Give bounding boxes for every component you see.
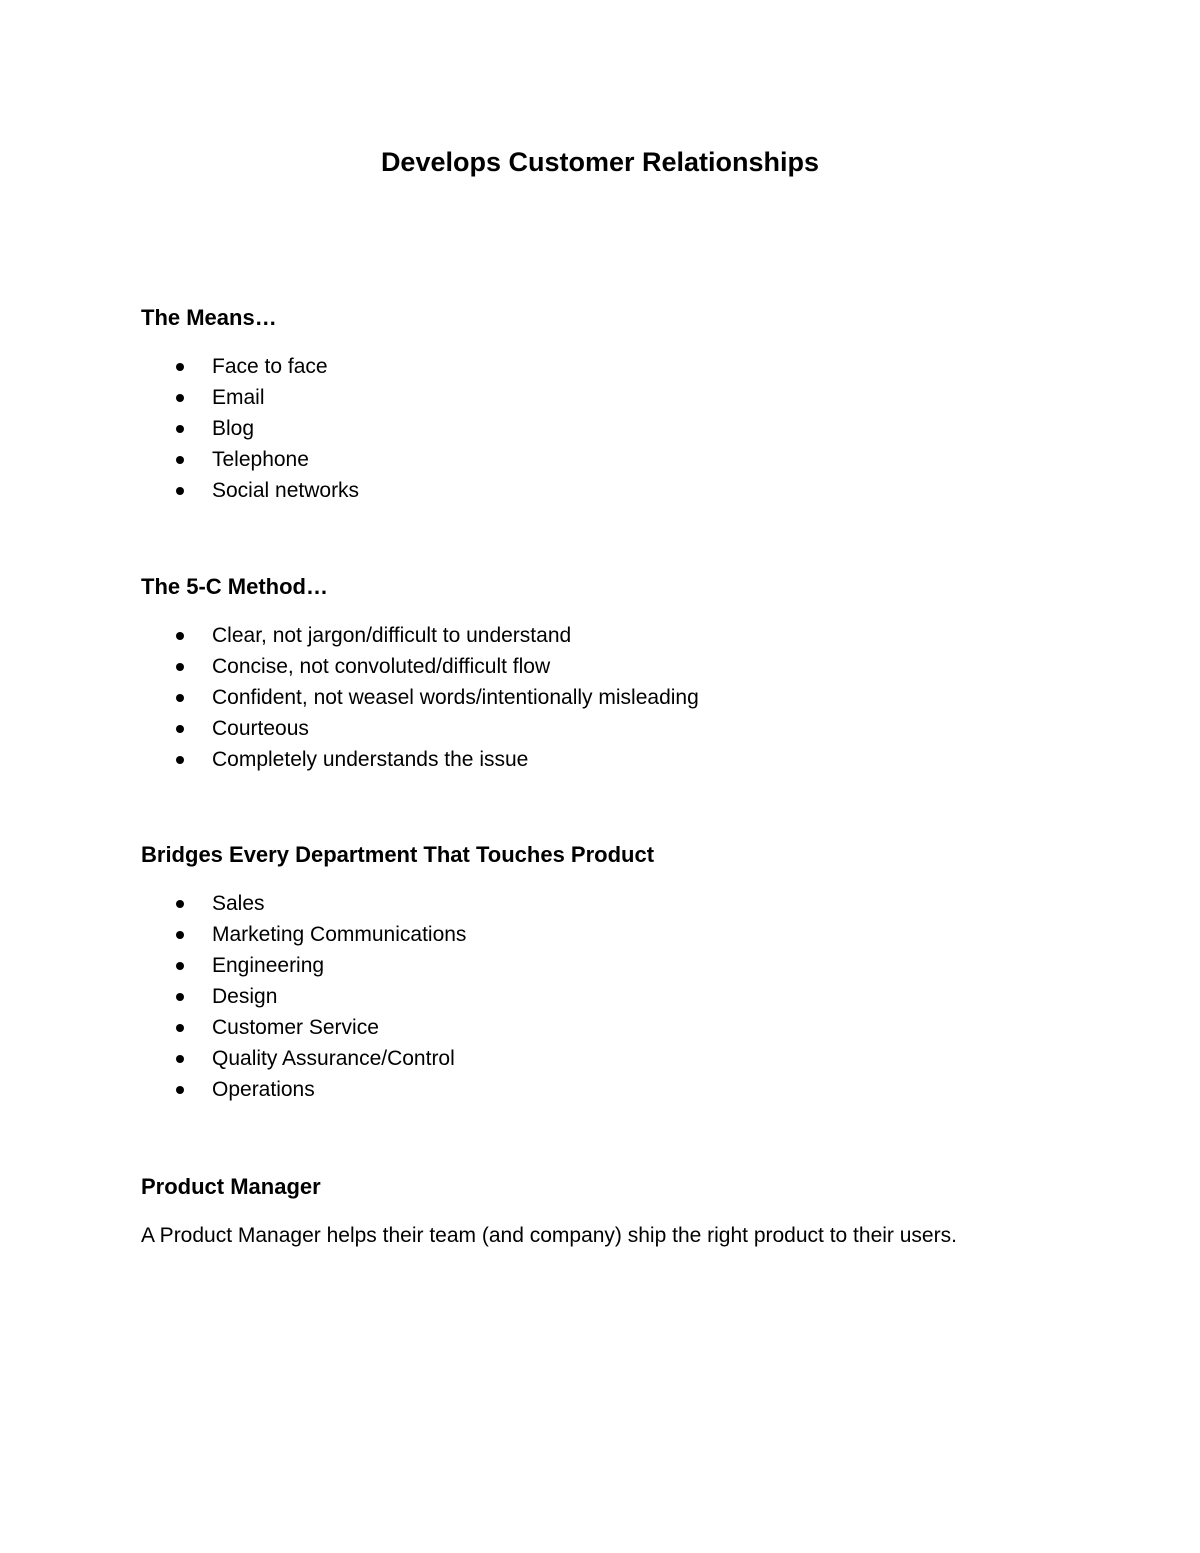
list-item [141,620,1121,651]
bullet-list [141,620,1121,775]
bullet-icon [176,900,184,908]
bullet-icon [176,1055,184,1063]
document-title: Develops Customer Relationships [380,147,820,177]
bullet-icon [176,363,184,371]
section-the-means [141,303,1121,506]
bullet-list [141,351,1121,506]
bullet-icon [176,663,184,671]
bullet-icon [176,962,184,970]
list-item-text: Clear, not jargon/difficult to understand [212,624,572,647]
bullet-icon [176,487,184,495]
list-item-text: Engineering [212,954,325,977]
list-item-text: Customer Service [212,1016,379,1039]
list-item-text: Concise, not convoluted/difficult flow [212,655,551,678]
bullet-icon [176,725,184,733]
list-item-text: Blog [212,417,255,440]
list-item [141,744,1121,775]
list-item-text: Face to face [212,355,328,378]
list-item-text: Sales [212,892,265,915]
bullet-icon [176,756,184,764]
list-item-text: Telephone [212,448,309,471]
list-item-text: Social networks [212,479,360,502]
list-item [141,950,1121,981]
list-item [141,1074,1121,1105]
list-item-text: Quality Assurance/Control [212,1047,455,1070]
list-item [141,351,1121,382]
list-item-text: Email [212,386,265,409]
list-item [141,413,1121,444]
list-item [141,444,1121,475]
section-heading: Bridges Every Department That Touches Product [141,842,655,867]
list-item [141,651,1121,682]
list-item-text: Completely understands the issue [212,748,529,771]
bullet-icon [176,632,184,640]
bullet-list [141,888,1121,1105]
bullet-icon [176,1086,184,1094]
section-5c-method [141,572,1121,775]
list-item-text: Courteous [212,717,309,740]
list-item-text: Confident, not weasel words/intentionally misleading [212,686,699,709]
section-product-manager [141,1172,1121,1251]
list-item [141,475,1121,506]
section-bridges-departments [141,840,1121,1105]
bullet-icon [176,694,184,702]
list-item [141,682,1121,713]
list-item [141,888,1121,919]
list-item-text: Marketing Communications [212,923,467,946]
list-item [141,382,1121,413]
list-item [141,1012,1121,1043]
bullet-icon [176,993,184,1001]
bullet-icon [176,456,184,464]
section-heading: Product Manager [141,1174,321,1199]
list-item [141,919,1121,950]
bullet-icon [176,1024,184,1032]
list-item [141,1043,1121,1074]
list-item-text: Operations [212,1078,315,1101]
bullet-icon [176,394,184,402]
list-item [141,981,1121,1012]
section-heading: The 5-C Method… [141,574,328,599]
bullet-icon [176,931,184,939]
list-item [141,713,1121,744]
list-item-text: Design [212,985,278,1008]
product-manager-paragraph: A Product Manager helps their team (and company) ship the right product to their users. [141,1224,957,1247]
section-heading: The Means… [141,305,277,330]
bullet-icon [176,425,184,433]
